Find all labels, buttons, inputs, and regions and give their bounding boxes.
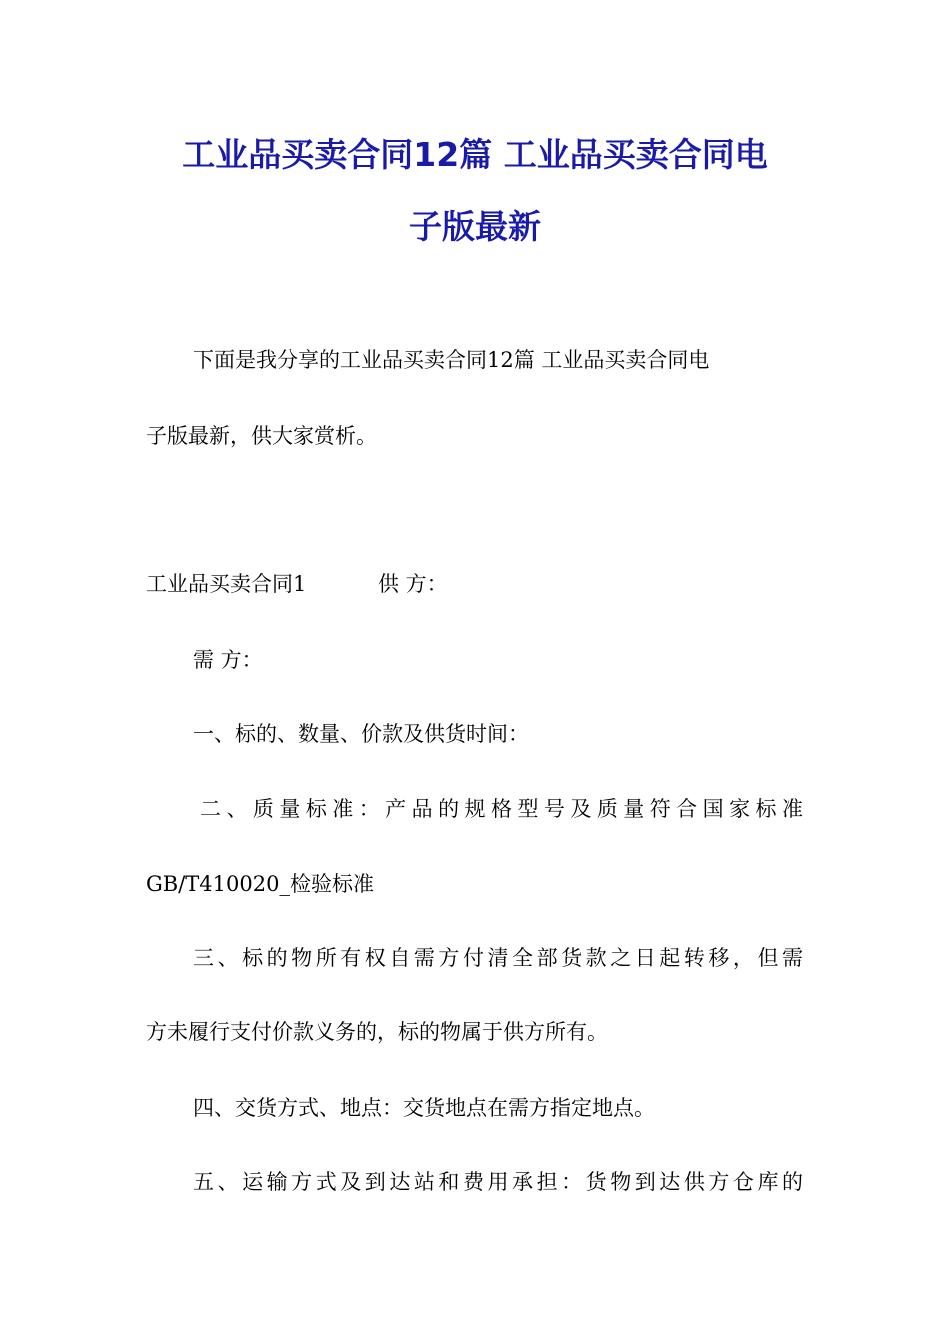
buyer-label: 需 方： <box>193 648 263 672</box>
supplier-label: 供 方： <box>378 572 448 596</box>
document-title-line-2: 子版最新 <box>409 207 541 246</box>
clause-2-line-2: GB/T410020_检验标准 <box>146 872 374 896</box>
document-title-line-1: 工业品买卖合同12篇 工业品买卖合同电 <box>182 135 768 174</box>
contract-heading: 工业品买卖合同1 <box>146 572 307 596</box>
clause-5-line-1: 五、运输方式及到达站和费用承担：货物到达供方仓库的 <box>193 1170 803 1194</box>
clause-1: 一、标的、数量、价款及供货时间： <box>193 722 529 746</box>
intro-paragraph-line-2: 子版最新，供大家赏析。 <box>146 424 377 448</box>
intro-paragraph-line-1: 下面是我分享的工业品买卖合同12篇 工业品买卖合同电 <box>193 348 710 372</box>
clause-4: 四、交货方式、地点：交货地点在需方指定地点。 <box>193 1096 655 1120</box>
clause-3-line-2: 方未履行支付价款义务的，标的物属于供方所有。 <box>146 1020 608 1044</box>
clause-3-line-1: 三、标的物所有权自需方付清全部货款之日起转移，但需 <box>193 946 803 970</box>
clause-2-line-1: 二、质量标准：产品的规格型号及质量符合国家标准 <box>200 797 803 821</box>
